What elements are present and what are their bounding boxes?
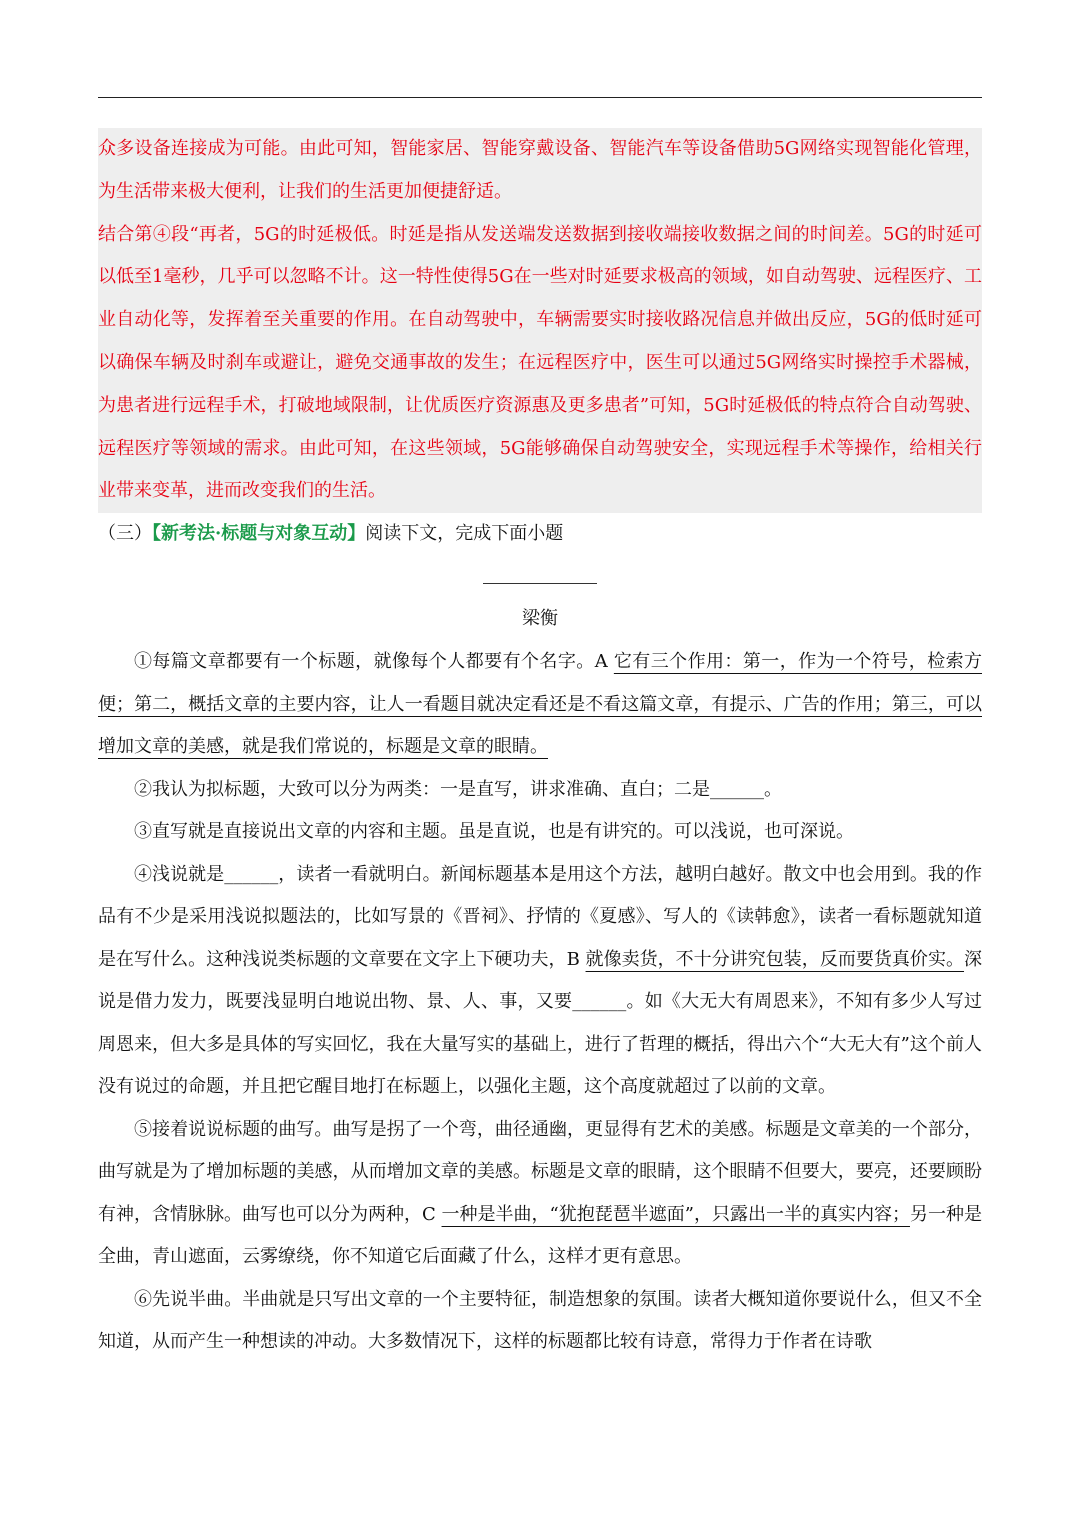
p1-text: ①每篇文章都要有一个标题，就像每个人都要有个名字。A bbox=[134, 651, 614, 672]
article-paragraph-5 bbox=[98, 1109, 982, 1279]
underline-c: 一种是半曲，“犹抱琵琶半遮面”，只露出一半的真实内容； bbox=[441, 1203, 910, 1225]
p4-text-a: ④浅说就是______，读者一看就明白。新闻标题基本是用这个方法，越明白越好。散文中也会用到。我的作品有不少是采用浅说拟题法的，比如写景的《晋祠》、抒情的《夏感》、写人的《读韩愈》，读者一看标题就知道是在写什么。这种浅说类标题的文章要在文字上下硬功夫，B bbox=[98, 863, 982, 970]
article-author: 梁衡 bbox=[522, 608, 558, 629]
article-paragraph-1 bbox=[98, 641, 982, 769]
answer-paragraph-1: 众多设备连接成为可能。由此可知，智能家居、智能穿戴设备、智能汽车等设备借助5G网络实现智能化管理，为生活带来极大便利，让我们的生活更加便捷舒适。 bbox=[98, 138, 982, 202]
article-paragraph-4 bbox=[98, 854, 982, 1109]
answer-block bbox=[98, 128, 982, 513]
article-paragraph-6: ⑥先说半曲。半曲就是只写出文章的一个主要特征，制造想象的氛围。读者大概知道你要说什么，但又不全知道，从而产生一种想读的冲动。大多数情况下，这样的标题都比较有诗意，常得力于作者在诗歌 bbox=[98, 1288, 982, 1352]
section-prefix: （三） bbox=[98, 523, 152, 544]
underline-a: 它有三个作用：第一，作为一个符号，检索方便；第二，概括文章的主要内容，让人一看题目就决定看还是不看这篇文章，有提示、广告的作用；第三，可以增加文章的美感，就是我们常说的，标题是文章的眼睛。 bbox=[98, 651, 982, 757]
p4-text-b: 深说是借力发力，既要浅显明白地说出物、景、人、事，又要______。如《大无大有周恩来》，不知有多少人写过周恩来，但大多是具体的写实回忆，我在大量写实的基础上，进行了哲理的概括，得出六个“大无大有”这个前人没有说过的命题，并且把它醒目地打在标题上，以强化主题，这个高度就超过了以前的文章。 bbox=[98, 948, 983, 1097]
header-rule bbox=[98, 97, 982, 98]
section-tag: 【新考法·标题与对象互动】 bbox=[152, 523, 366, 544]
article-body bbox=[98, 641, 982, 1364]
section-instruction: 阅读下文，完成下面小题 bbox=[365, 523, 564, 544]
article-paragraph-3: ③直写就是直接说出文章的内容和主题。虽是直说，也是有讲究的。可以浅说，也可深说。 bbox=[134, 821, 854, 842]
underline-b: 就像卖货，不十分讲究包装，反而要货真价实。 bbox=[585, 948, 965, 970]
title-blank-line bbox=[483, 583, 597, 584]
p5-text-a: ⑤接着说说标题的曲写。曲写是拐了一个弯，曲径通幽，更显得有艺术的美感。标题是文章美的一个部分，曲写就是为了增加标题的美感，从而增加文章的美感。标题是文章的眼睛，这个眼睛不但要大，要亮，还要顾盼有神，含情脉脉。曲写也可以分为两种，C bbox=[98, 1118, 982, 1225]
section-heading bbox=[98, 516, 982, 552]
article-paragraph-2: ②我认为拟标题，大致可以分为两类：一是直写，讲求准确、直白；二是______。 bbox=[134, 778, 782, 800]
answer-paragraph-2: 结合第④段“再者，5G的时延极低。时延是指从发送端发送数据到接收端接收数据之间的时间差。5G的时延可以低至1毫秒，几乎可以忽略不计。这一特性使得5G在一些对时延要求极高的领域，如自动驾驶、远程医疗、工业自动化等，发挥着至关重要的作用。在自动驾驶中，车辆需要实时接收路况信息并做出反应，5G的低时延可以确保车辆及时刹车或避让，避免交通事故的发生；在远程医疗中，医生可以通过5G网络实时操控手术器械，为患者进行远程手术，打破地域限制，让优质医疗资源惠及更多患者”可知，5G时延极低的特点符合自动驾驶、远程医疗等领域的需求。由此可知，在这些领域，5G能够确保自动驾驶安全，实现远程手术等操作，给相关行业带来变革，进而改变我们的生活。 bbox=[98, 223, 982, 502]
p5-text-b: 另一种是全曲，青山遮面，云雾缭绕，你不知道它后面藏了什么，这样才更有意思。 bbox=[98, 1203, 982, 1267]
